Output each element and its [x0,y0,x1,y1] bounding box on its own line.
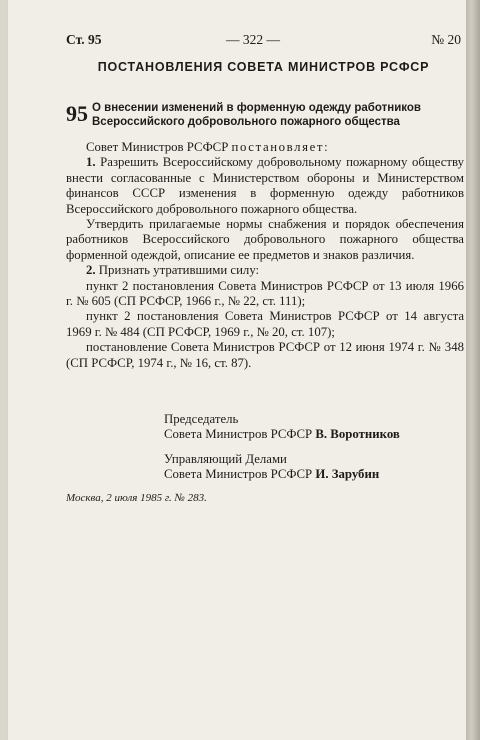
chairman-signature [164,412,464,442]
manager-org: Совета Министров РСФСР [164,467,313,481]
document-body [66,140,464,371]
intro-verb: постановляет: [231,140,330,154]
page-edge [466,0,480,740]
repeal-2: пункт 2 постановления Совета Министров РСФСР от 14 августа 1969 г. № 484 (СП РСФСР, 1969 г., № 20, ст. 107); [66,309,464,339]
item-2-number: 2. [86,263,96,278]
article-ref: Ст. 95 [66,32,102,47]
item-2 [66,263,464,278]
document-number: 95 [66,101,88,126]
chairman-title: Председатель [164,412,239,426]
chairman-name: В. Воротников [315,427,400,441]
document-title-line-1: О внесении изменений в форменную одежду работников [92,102,421,114]
issue-number: № 20 [431,32,461,47]
repeal-1: пункт 2 постановления Совета Министров РСФСР от 13 июля 1966 г. № 605 (СП РСФСР, 1966 г., № 22, ст. 111); [66,278,464,309]
document-title [92,101,464,129]
document-title-line-2: Всероссийского добровольного пожарного общества [92,116,400,128]
item-2-text: Признать утратившими силу: [95,263,260,278]
repeal-3: постановление Совета Министров РСФСР от 12 июня 1974 г. № 348 (СП РСФСР, 1974 г., № 16, ст. 87). [66,340,464,370]
manager-line [164,467,464,482]
item-1-number: 1. [86,155,96,170]
manager-title: Управляющий Делами [164,452,287,466]
section-title: ПОСТАНОВЛЕНИЯ СОВЕТА МИНИСТРОВ РСФСР [97,60,430,74]
place-date: Москва, 2 июля 1985 г. № 283. [66,492,207,504]
page-number: — 322 — [226,32,280,47]
intro-paragraph [66,140,464,155]
intro-text: Совет Министров РСФСР [86,140,232,154]
item-1-text: Разрешить Всероссийскому добровольному пожарному обществу внести согласованные с Министерством обороны и Министерством финансов СССР изменения в форменную одежду работников Всероссийского добровольного пожарного общества. [66,155,464,216]
manager-name: И. Зарубин [315,467,380,481]
item-1 [66,155,464,217]
paragraph-approve: Утвердить прилагаемые нормы снабжения и порядок обеспечения работников Всероссийского добровольного пожарного общества форменной одеждой, описание ее предметов и знаков различия. [66,217,464,262]
chairman-org: Совета Министров РСФСР [164,427,313,441]
page-header [66,32,461,50]
manager-signature [164,452,464,482]
chairman-line [164,427,464,442]
